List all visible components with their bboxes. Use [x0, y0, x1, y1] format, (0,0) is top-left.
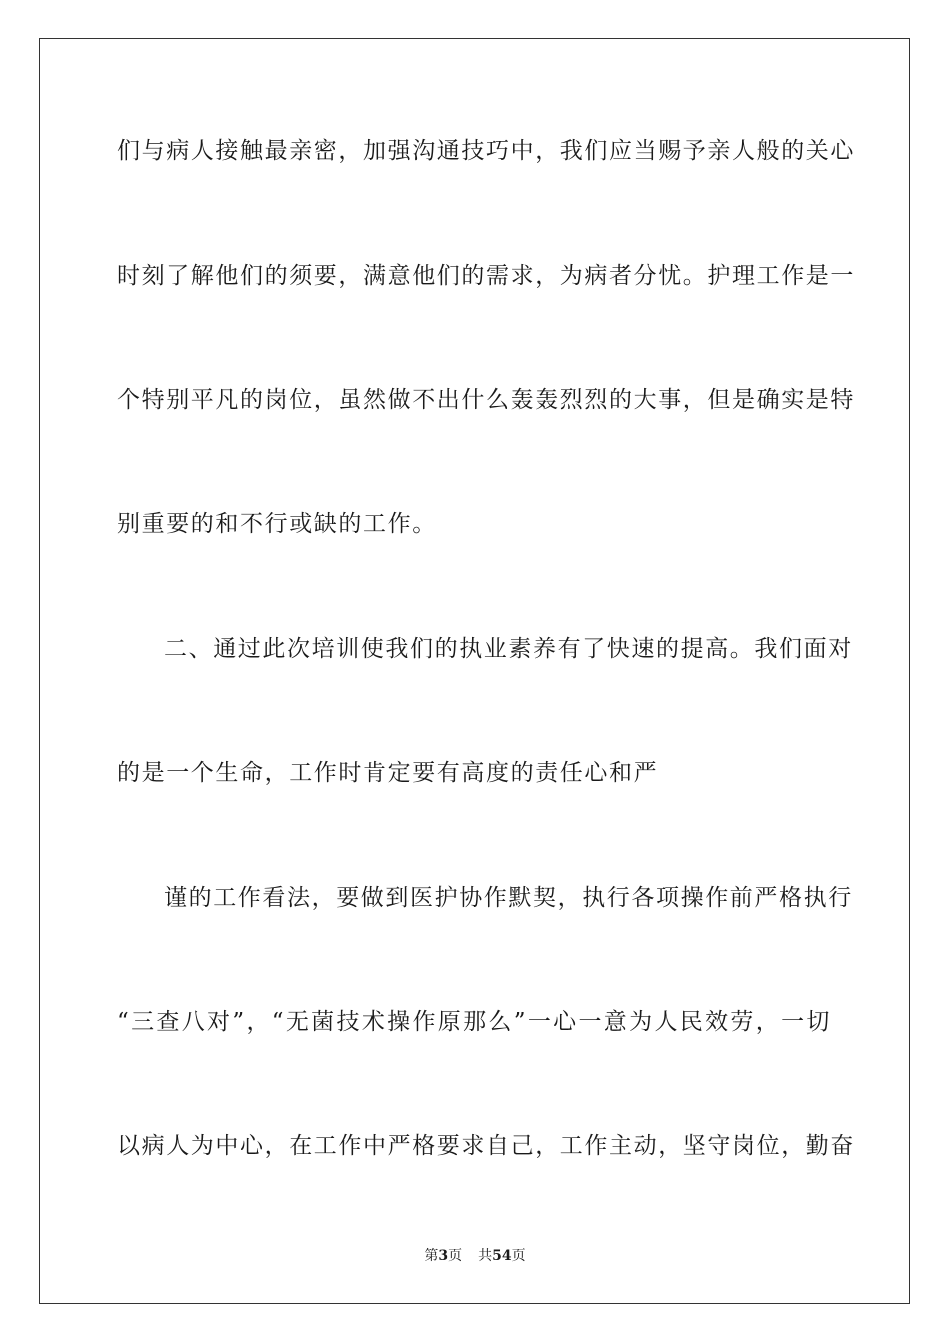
total-suffix: 页 [511, 1248, 526, 1264]
page-number: 3 [438, 1248, 449, 1264]
body-line-4: 别重要的和不行或缺的工作。 [117, 511, 437, 537]
total-pages: 54 [492, 1248, 512, 1264]
total-prefix: 共 [478, 1248, 493, 1264]
page-footer [0, 1246, 950, 1266]
body-line-7: 谨的工作看法，要做到医护协作默契，执行各项操作前严格执行 [164, 885, 853, 911]
body-line-2: 时刻了解他们的须要，满意他们的需求，为病者分忧。护理工作是一 [117, 263, 855, 289]
page-border [39, 38, 910, 1304]
body-line-9: 以病人为中心，在工作中严格要求自己，工作主动，坚守岗位，勤奋 [117, 1133, 855, 1159]
body-line-8: “三查八对”，“无菌技术操作原那么”一心一意为人民效劳，一切 [117, 1009, 831, 1035]
body-line-6: 的是一个生命，工作时肯定要有高度的责任心和严 [117, 760, 659, 786]
page-suffix: 页 [448, 1248, 463, 1264]
body-line-5: 二、通过此次培训使我们的执业素养有了快速的提高。我们面对 [164, 636, 853, 662]
body-line-3: 个特别平凡的岗位，虽然做不出什么轰轰烈烈的大事，但是确实是特 [117, 387, 855, 413]
body-line-1: 们与病人接触最亲密，加强沟通技巧中，我们应当赐予亲人般的关心 [117, 138, 855, 164]
page-prefix: 第 [424, 1248, 439, 1264]
